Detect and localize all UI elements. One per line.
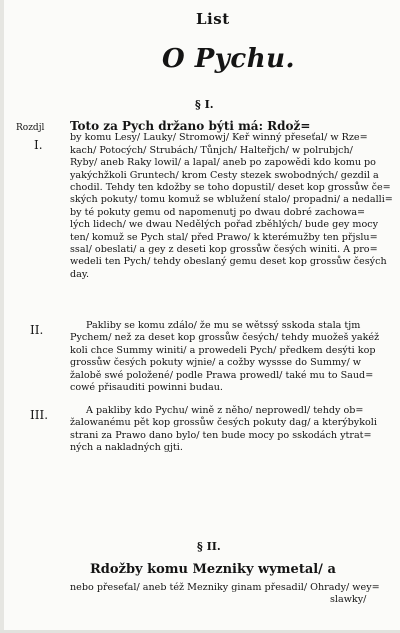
page-title: O Pychu.	[162, 44, 296, 74]
paragraph-number-2: II.	[30, 323, 44, 337]
margin-label-rozdil: Rozdjl	[16, 123, 45, 133]
paragraph-2	[70, 320, 379, 394]
section-2-lead: Rdožby komu Mezniky wymetal/ a	[90, 562, 336, 577]
page-edge-left	[0, 0, 4, 633]
paragraph-3-line: strani za Prawo dano bylo/ ten bude mocy po sskodách ytrat=	[70, 429, 372, 441]
paragraph-1-line: chodil. Tehdy ten kdožby se toho dopustil/ deset kop grossůw če=	[70, 182, 391, 194]
paragraph-number-3: III.	[30, 408, 49, 422]
paragraph-2-line: Pychem/ než za deset kop grossůw česých/ tehdy muožeš yakéž	[70, 332, 380, 344]
paragraph-1-line: ských pokuty/ tomu komuž se wblužení stalo/ propadni/ a nedalli=	[70, 194, 393, 206]
paragraph-1-line: kach/ Potocých/ Strubách/ Tůnjch/ Halteřjch/ w polrubjch/	[70, 144, 353, 156]
paragraph-3-line: A pakliby kdo Pychu/ wině z něho/ neprowedl/ tehdy ob=	[86, 405, 364, 416]
paragraph-3-line: žalowanému pět kop grossůw česých pokuty dag/ a kterýbykoli	[70, 417, 377, 429]
paragraph-1-line: lých lidech/ we dwau Nedělých pořad zběhlých/ bude gey mocy	[70, 219, 379, 231]
section-2-body	[70, 582, 380, 607]
paragraph-1-line: ssal/ obeslati/ a gey z deseti kop grossůw česých winiti. A pro=	[70, 244, 378, 256]
section-mark-2: § II.	[197, 540, 221, 553]
section-2-line: nebo přeseťal/ aneb též Mezniky ginam přesadil/ Ohrady/ wey=	[70, 582, 380, 593]
paragraph-2-line: žalobě swé položené/ podle Prawa prowedl/ také mu to Saud=	[70, 369, 374, 381]
paragraph-1-line: day.	[70, 268, 90, 280]
paragraph-1-line: Toto za Pych držano býti má: Rdož=	[70, 119, 311, 133]
section-mark-1: § I.	[195, 98, 214, 111]
paragraph-1-line: wedeli ten Pych/ tehdy obeslaný gemu deset kop grossůw česých	[70, 256, 387, 268]
paragraph-1-line: ten/ komuž se Pych stal/ před Prawo/ k kterémužby ten přjslu=	[70, 231, 378, 243]
paragraph-2-line: Pakliby se komu zdálo/ že mu se wětssý sskoda stala tjm	[86, 320, 361, 331]
paragraph-3	[70, 405, 377, 455]
paragraph-1-line: by komu Lesy/ Lauky/ Stromowj/ Keř winný přeseťal/ w Rze=	[70, 132, 368, 144]
paragraph-number-1: I.	[34, 138, 43, 152]
section-2-line: slawky/	[330, 594, 367, 606]
paragraph-2-line: cowé přisauditi powinni budau.	[70, 382, 223, 394]
paragraph-3-line: ných a nakladných gjti.	[70, 442, 183, 454]
paragraph-2-line: koli chce Summy winiti/ a prowedeli Pych/ předkem desýti kop	[70, 344, 376, 356]
paragraph-2-line: grossůw česých pokuty wjnie/ a cožby wyssse do Summy/ w	[70, 357, 361, 369]
paragraph-1-line: yakýchžkoli Gruntech/ krom Cesty stezek swobodných/ gezdil a	[70, 169, 379, 181]
paragraph-1-line: Ryby/ aneb Raky lowil/ a lapal/ aneb po zapowědi kdo komu po	[70, 157, 376, 169]
paragraph-1	[70, 120, 393, 281]
paragraph-1-line: by té pokuty gemu od napomenutj po dwau dobré zachowa=	[70, 206, 366, 218]
list-label: List	[196, 10, 230, 28]
